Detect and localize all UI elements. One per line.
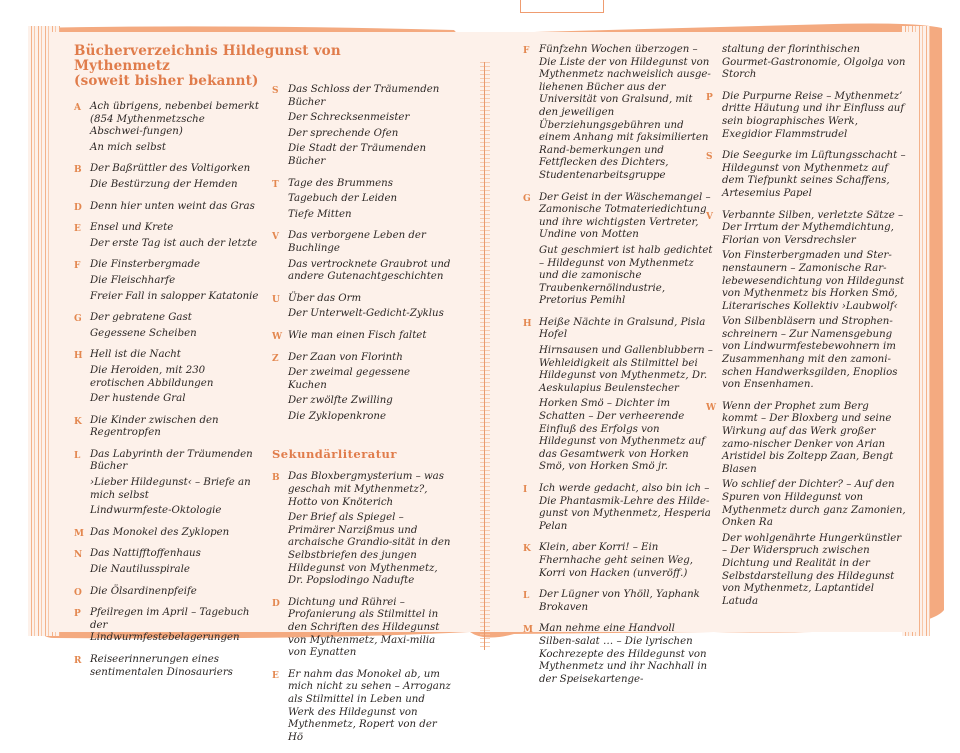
entry-group xyxy=(523,623,713,689)
book-entry: Das Bloxbergmysterium – was geschah mit Mythenmetz?, Hotto von Knöterich xyxy=(288,471,444,508)
entry: staltung der florinthischen Gourmet-Gastronomie, Olgolga von Storch xyxy=(722,44,906,81)
entry-group xyxy=(74,527,260,543)
book-spine xyxy=(484,62,485,650)
index-letter: E xyxy=(74,224,81,235)
stamp-decoration xyxy=(520,0,604,13)
index-letter: G xyxy=(523,193,531,204)
book-entry: Tiefe Mitten xyxy=(288,208,352,220)
index-letter: S xyxy=(706,152,713,163)
entry-group xyxy=(523,317,713,477)
book-gutter xyxy=(480,62,490,647)
book-entry: Der Unterwelt-Gedicht-Zyklus xyxy=(288,308,444,320)
entry-group-continued xyxy=(706,44,906,85)
title-line-2: (soweit bisher bekannt) xyxy=(74,73,259,89)
book-entry: Wo schlief der Dichter? – Auf den Spuren von Hildegunst von Mythenmetz durch ganz Zamonien, Onken Ra xyxy=(722,479,906,529)
index-letter: F xyxy=(74,261,81,272)
index-letter: B xyxy=(74,165,82,176)
book-entry: Der hustende Gral xyxy=(90,393,186,405)
book-entry: Von Silbenbläsern und Strophen-schreinern – Zur Namensgebung von Lindwurmfestebewohnern im Zusammenhang mit den zamoni-schen Handwerksgilden, Enoplios von Ensenhamen. xyxy=(722,316,898,391)
book-entry: Die Purpurne Reise – Mythenmetz’ dritte Häutung und ihr Einfluss auf sein biographisches Werk, Exegidior Flammstrudel xyxy=(722,90,905,140)
book-entry: Das Schloss der Träumenden Bücher xyxy=(288,84,440,108)
book-entry: Das Nattifftoffenhaus xyxy=(90,548,201,560)
book-entry: Tage des Brummens xyxy=(288,177,393,189)
book-entry: Tagebuch der Leiden xyxy=(288,193,398,205)
primary-list-continued xyxy=(272,84,452,426)
book-entry: Ach übrigens, nebenbei bemerkt (854 Mythenmetzsche Abschwei-fungen) xyxy=(90,101,260,138)
index-letter: N xyxy=(74,550,83,561)
book-entry: Der Lügner von Yhöll, Yaphank Brokaven xyxy=(539,589,700,613)
index-letter: T xyxy=(272,179,279,190)
entry-group xyxy=(706,210,906,395)
secondary-list-right-1 xyxy=(523,44,713,689)
book-entry: Die Zyklopenkrone xyxy=(288,410,386,422)
index-letter: A xyxy=(74,103,81,113)
title-line-1: Bücherverzeichnis Hildegunst von Mythenmetz xyxy=(74,43,341,74)
index-letter: P xyxy=(706,92,713,103)
book-entry: ›Lieber Hildegunst‹ – Briefe an mich selbst xyxy=(90,477,251,501)
entry-group xyxy=(272,230,452,286)
entry-group xyxy=(523,589,713,617)
index-letter: L xyxy=(523,591,530,602)
book-entry: Der sprechende Ofen xyxy=(288,127,399,139)
book-entry: Der zweimal gegessene Kuchen xyxy=(288,367,411,391)
page-title xyxy=(74,44,434,89)
entry-group xyxy=(523,542,713,583)
book-entry: Gut geschmiert ist halb gedichtet – Hildegunst von Mythenmetz und die zamonische Traubenkernölindustrie, Pretorius Pemihl xyxy=(539,244,713,307)
entry-group xyxy=(523,483,713,536)
book-entry: Die Nautilusspirale xyxy=(90,564,190,576)
book-entry: Pfeilregen im April – Tagebuch der Lindwurmfestebelagerungen xyxy=(90,607,250,644)
entry-group xyxy=(272,293,452,324)
index-letter: Z xyxy=(272,353,279,364)
index-letter: R xyxy=(74,656,82,666)
book-entry: Klein, aber Korri! – Ein Fhernhache geht seinen Weg, Korri von Hacken (unveröff.) xyxy=(539,542,694,579)
index-letter: S xyxy=(272,86,279,96)
index-letter: W xyxy=(706,402,717,413)
book-entry: Der Baßrüttler des Voltigorken xyxy=(90,163,251,175)
index-letter: K xyxy=(523,544,531,555)
entry-group xyxy=(74,349,260,408)
left-column-2 xyxy=(272,84,452,753)
index-letter: B xyxy=(272,473,280,484)
index-letter: V xyxy=(272,232,279,243)
entry-group xyxy=(74,259,260,306)
index-letter: K xyxy=(74,416,82,427)
index-letter: H xyxy=(74,351,83,362)
book-entry: Das verborgene Leben der Buchlinge xyxy=(288,230,426,254)
book-entry: Das Monokel des Zyklopen xyxy=(90,526,230,538)
section-title-secondary: Sekundärliteratur xyxy=(272,447,397,462)
entry-group xyxy=(272,330,452,346)
book-entry: Freier Fall in salopper Katatonie xyxy=(90,290,259,302)
book-entry: Das Labyrinth der Träumenden Bücher xyxy=(90,448,253,473)
index-letter: O xyxy=(74,587,82,598)
entry-group xyxy=(272,597,452,663)
book-entry: Der Schrecksenmeister xyxy=(288,112,410,124)
entry-group xyxy=(272,471,452,590)
index-letter: M xyxy=(523,625,533,636)
index-letter: D xyxy=(74,202,82,213)
book-entry: Man nehme eine Handvoll Silben-salat … – Die lyrischen Kochrezepte des Hildegunst von Mythenmetz und ihr Nachhall in der Speisekartenge- xyxy=(539,623,708,685)
book-entry: Von Finsterbergmaden und Ster-nenstaunern – Zamonische Rar-lebewesendichtung von Hildegunst von Mythenmetz bis Horken Smö, Literarisches Kollektiv ›Laubwolf‹ xyxy=(722,250,905,312)
index-letter: V xyxy=(706,211,713,222)
book-entry: Denn hier unten weint das Gras xyxy=(90,200,255,212)
book-entry: Der zwölfte Zwilling xyxy=(288,395,393,407)
entry-group xyxy=(74,548,260,579)
book-entry: Die Bestürzung der Hemden xyxy=(90,178,238,190)
book-entry: Reiseerinnerungen eines sentimentalen Dinosauriers xyxy=(90,654,233,678)
entry-group xyxy=(74,449,260,521)
right-column-1 xyxy=(523,44,713,695)
book-entry: Die Seegurke im Lüftungsschacht – Hildegunst von Mythenmetz auf dem Tiefpunkt seines Schaffens, Artesemius Papel xyxy=(722,150,906,199)
book-entry: Hirnsausen und Gallenblubbern – Wehleidigkeit als Stilmittel bei Hildegunst von Mythenmetz, Dr. Aeskulapius Beulenstecher xyxy=(539,345,713,394)
index-letter: M xyxy=(74,528,84,539)
index-letter: G xyxy=(74,314,82,325)
book-entry: Wenn der Prophet zum Berg kommt – Der Bloxberg und seine Wirkung auf das Werk großer zamo-nischer Denker von Arian Aristidel bis Zoltepp Zaan, Bengt Blasen xyxy=(722,400,894,475)
entry-group xyxy=(706,150,906,203)
entry-group xyxy=(74,222,260,253)
book-entry: Der Zaan von Florinth xyxy=(288,351,403,363)
index-letter: P xyxy=(74,609,81,620)
secondary-list-right-2 xyxy=(706,91,906,612)
book-entry: Der erste Tag ist auch der letzte xyxy=(90,237,258,249)
index-letter: F xyxy=(523,46,530,56)
entry-group xyxy=(74,607,260,648)
entry-group xyxy=(706,401,906,612)
book-entry: Wie man einen Fisch faltet xyxy=(288,329,427,341)
right-column-2 xyxy=(706,44,906,617)
entry-group xyxy=(523,192,713,311)
primary-list xyxy=(74,101,260,682)
book-entry: Er nahm das Monokel ab, um mich nicht zu sehen – Arroganz als Stilmittel in Leben und Werk des Hildegunst von Mythenmetz, Ropert von der Hö xyxy=(288,668,451,743)
book-entry: Lindwurmfeste-Oktologie xyxy=(90,505,222,517)
entry-group xyxy=(74,163,260,194)
entry-group xyxy=(74,201,260,217)
entry-group xyxy=(74,654,260,682)
book-entry: Das vertrocknete Graubrot und andere Gutenachtgeschichten xyxy=(288,258,451,283)
entry-group xyxy=(74,415,260,443)
entry-group xyxy=(706,91,906,144)
index-letter: E xyxy=(272,670,279,681)
secondary-list xyxy=(272,471,452,747)
book-entry: Die Heroiden, mit 230 erotischen Abbildungen xyxy=(90,364,214,389)
index-letter: U xyxy=(272,294,280,305)
book-entry: Der Geist in der Wäschemangel – Zamonische Totmateriedichtung und ihre wichtigsten Vertreter, Undine von Motten xyxy=(539,191,711,241)
book-entry: Heiße Nächte in Gralsund, Pisla Hofel xyxy=(539,316,706,341)
index-letter: D xyxy=(272,598,280,609)
book-entry: Fünfzehn Wochen überzogen – Die Liste der von Hildegunst von Mythenmetz nachweislich ausge-liehenen Bücher aus der Universität von Gralsund, mit den jeweiligen Überziehungsgebühren und einem Anhang mit faksimilierten Rand-bemerkungen und Fettflecken des Dichters, Studentenarbeitsgruppe xyxy=(539,44,711,181)
book-entry: Der gebratene Gast xyxy=(90,312,192,324)
entry-group xyxy=(272,352,452,427)
entry-group xyxy=(272,669,452,748)
index-letter: I xyxy=(523,485,528,495)
entry-group xyxy=(74,312,260,343)
book-entry: An mich selbst xyxy=(90,141,166,153)
book-entry: Verbannte Silben, verletzte Sätze – Der Irrtum der Mythemdichtung, Florian von Versdrechsler xyxy=(722,209,904,246)
book-entry: Die Finsterbergmade xyxy=(90,259,201,271)
book-entry: Der wohlgenährte Hungerkünstler – Der Widerspruch zwischen Dichtung und Realität in der Selbstdarstellung des Hildegunst von Mythenmetz, Laptantidel Latuda xyxy=(722,532,902,607)
book-entry: Horken Smö – Dichter im Schatten – Der verheerende Einfluß des Erfolgs von Hildegunst von Mythenmetz auf das Gesamtwerk von Horken Smö, von Horken Smö jr. xyxy=(539,398,706,473)
book-entry: Gegessene Scheiben xyxy=(90,327,197,339)
book-entry: Über das Orm xyxy=(288,292,362,304)
book-entry: Dichtung und Rührei – Profanierung als Stilmittel in den Schriften des Hildegunst von Mythenmetz, Maxi-milia von Eynatten xyxy=(288,596,440,659)
entry-group xyxy=(74,586,260,602)
book-entry: Ich werde gedacht, also bin ich – Die Phantasmik-Lehre des Hilde-gunst von Mythenmetz, Hesperia Pelan xyxy=(539,483,711,532)
book-entry: Hell ist die Nacht xyxy=(90,349,181,361)
entry-group xyxy=(523,44,713,186)
entry-group xyxy=(272,178,452,225)
index-letter: L xyxy=(74,450,81,461)
index-letter: H xyxy=(523,318,532,329)
book-entry: Ensel und Krete xyxy=(90,222,174,234)
book-entry: Die Fleischharfe xyxy=(90,274,176,286)
book-entry: Der Brief als Spiegel – Primärer Narzißmus und archaische Grandio-sität in den Selbstbriefen des jungen Hildegunst von Mythenmetz, Dr. Popslodingo Nadufte xyxy=(288,512,451,587)
book-entry: Die Kinder zwischen den Regentropfen xyxy=(90,414,219,439)
entry-group xyxy=(272,84,452,172)
book-entry: Die Stadt der Träumenden Bücher xyxy=(288,143,427,167)
book-entry: Die Ölsardinenpfeife xyxy=(90,585,197,597)
index-letter: W xyxy=(272,331,283,342)
entry-group xyxy=(74,101,260,157)
